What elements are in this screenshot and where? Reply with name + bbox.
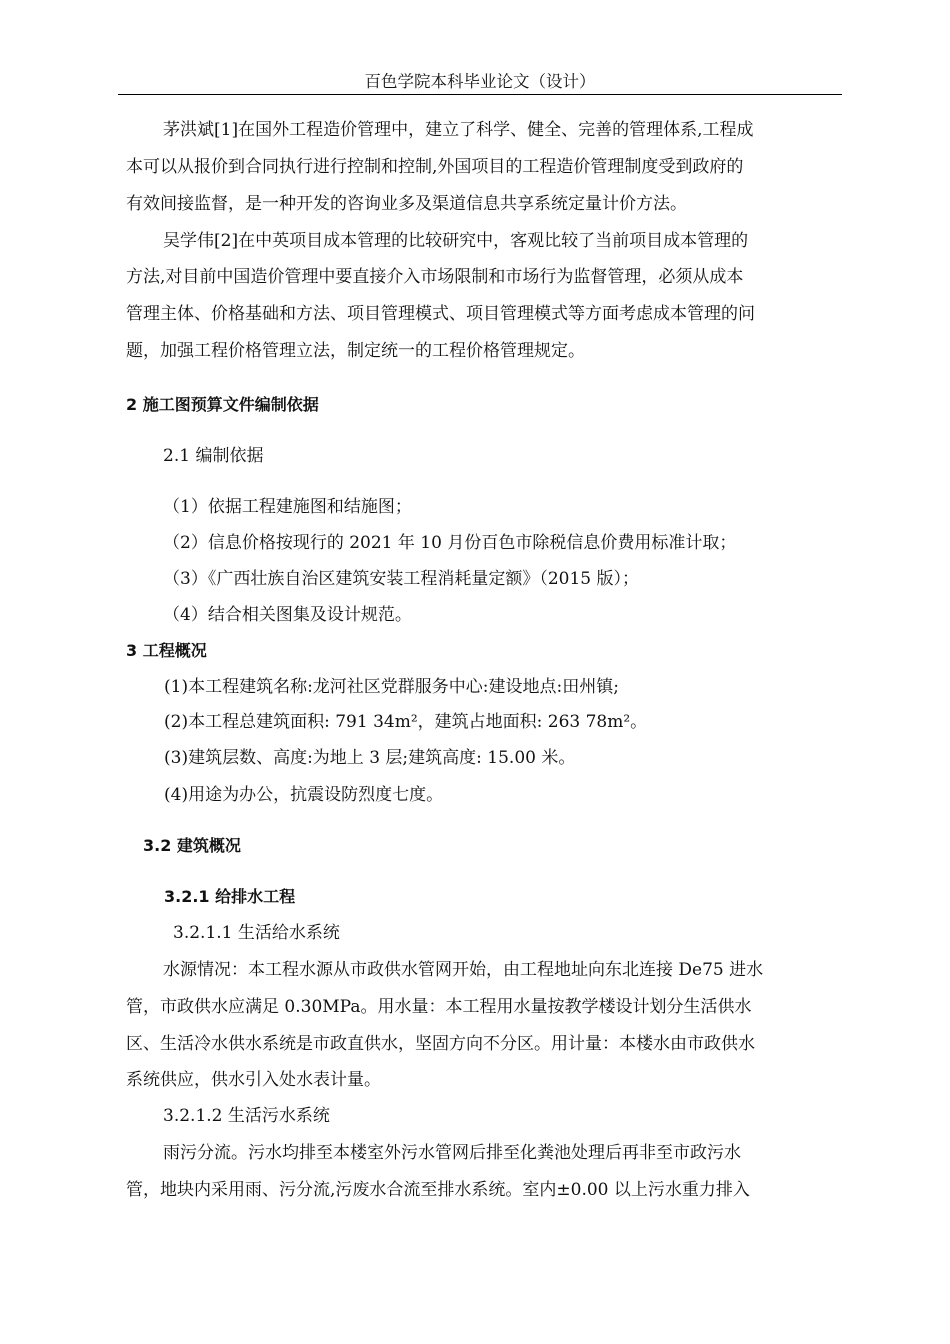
subsubsection-heading: 3.2.1 给排水工程 bbox=[164, 887, 296, 906]
paragraph-line: 方法,对目前中国造价管理中要直接介入市场限制和市场行为监督管理，必须从成本 bbox=[126, 267, 744, 287]
paragraph-line: 吴学伟[2]在中英项目成本管理的比较研究中，客观比较了当前项目成本管理的 bbox=[163, 231, 749, 251]
paragraph-line: 茅洪斌[1]在国外工程造价管理中，建立了科学、健全、完善的管理体系,工程成 bbox=[163, 120, 754, 140]
list-item: （3）《广西壮族自治区建筑安装工程消耗量定额》（2015 版）； bbox=[163, 569, 639, 589]
section-heading: 3 工程概况 bbox=[126, 641, 207, 660]
page-header-title: 百色学院本科毕业论文（设计） bbox=[364, 72, 596, 91]
list-item: （2）信息价格按现行的 2021 年 10 月份百色市除税信息价费用标准计取； bbox=[163, 533, 737, 553]
paragraph-line: 有效间接监督，是一种开发的咨询业多及渠道信息共享系统定量计价方法。 bbox=[126, 194, 687, 214]
paragraph-line: 题，加强工程价格管理立法，制定统一的工程价格管理规定。 bbox=[126, 341, 585, 361]
list-item: （1）依据工程建施图和结施图； bbox=[163, 497, 412, 517]
subsubsubsection-heading: 3.2.1.2 生活污水系统 bbox=[163, 1106, 330, 1126]
paragraph-line: 管理主体、价格基础和方法、项目管理模式、项目管理模式等方面考虑成本管理的问 bbox=[126, 304, 755, 324]
subsubsubsection-heading: 3.2.1.1 生活给水系统 bbox=[173, 923, 340, 943]
paragraph-line: 本可以从报价到合同执行进行控制和控制,外国项目的工程造价管理制度受到政府的 bbox=[126, 157, 744, 177]
subsection-heading: 2.1 编制依据 bbox=[163, 446, 264, 466]
list-item: (2)本工程总建筑面积: 791 34m²，建筑占地面积: 263 78m²。 bbox=[164, 712, 648, 732]
paragraph-line: 区、生活冷水供水系统是市政直供水，坚固方向不分区。用计量：本楼水由市政供水 bbox=[126, 1034, 755, 1054]
section-heading: 2 施工图预算文件编制依据 bbox=[126, 395, 319, 414]
paragraph-line: 雨污分流。污水均排至本楼室外污水管网后排至化粪池处理后再非至市政污水 bbox=[163, 1143, 741, 1163]
list-item: (1)本工程建筑名称:龙河社区党群服务中心:建设地点:田州镇; bbox=[164, 677, 619, 697]
paragraph-line: 系统供应，供水引入处水表计量。 bbox=[126, 1070, 381, 1090]
paragraph-line: 管，地块内采用雨、污分流,污废水合流至排水系统。室内±0.00 以上污水重力排入 bbox=[126, 1180, 750, 1200]
list-item: (4)用途为办公，抗震设防烈度七度。 bbox=[164, 785, 444, 805]
list-item: (3)建筑层数、高度:为地上 3 层;建筑高度: 15.00 米。 bbox=[164, 748, 576, 768]
header-divider bbox=[118, 94, 842, 95]
paragraph-line: 水源情况：本工程水源从市政供水管网开始，由工程地址向东北连接 De75 进水 bbox=[163, 960, 764, 980]
list-item: （4）结合相关图集及设计规范。 bbox=[163, 605, 412, 625]
paragraph-line: 管，市政供水应满足 0.30MPa。用水量：本工程用水量按教学楼设计划分生活供水 bbox=[126, 997, 752, 1017]
subsection-heading: 3.2 建筑概况 bbox=[143, 836, 241, 855]
